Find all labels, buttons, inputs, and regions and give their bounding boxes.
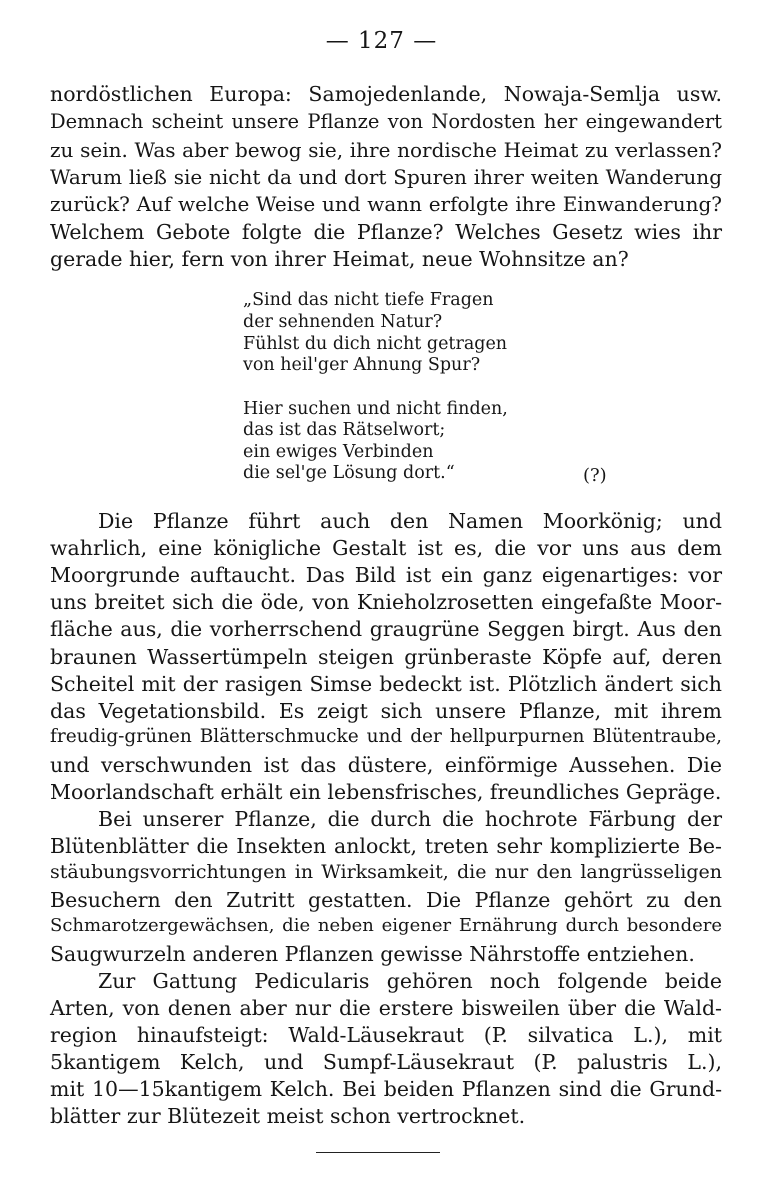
text-line: zu sein. Was aber bewog sie, ihre nordische Heimat zu verlassen? — [50, 138, 722, 162]
page-number: — 127 — — [325, 28, 438, 54]
text-line: Besuchern den Zutritt gestatten. Die Pflanze gehört zu den — [50, 888, 722, 912]
text-line: Welchem Gebote folgte die Pflanze? Welches Gesetz wies ihr — [50, 220, 722, 244]
text-line: braunen Wassertümpeln steigen grünberaste Köpfe auf, deren — [50, 645, 722, 669]
text-line: region hinaufsteigt: Wald-Läusekraut (P. silvatica L.), mit — [50, 1023, 722, 1047]
text-line: zurück? Auf welche Weise und wann erfolgte ihre Einwanderung? — [50, 192, 722, 216]
text-line: Scheitel mit der rasigen Simse bedeckt ist. Plötzlich ändert sich — [50, 672, 722, 696]
text-line: das Vegetationsbild. Es zeigt sich unsere Pflanze, mit ihrem — [50, 699, 722, 723]
verse-line: Hier suchen und nicht finden, — [243, 399, 508, 419]
text-line: Moorlandschaft erhält ein lebensfrisches, freundliches Gepräge. — [50, 780, 722, 804]
text-line: Demnach scheint unsere Pflanze von Nordosten her eingewandert — [50, 110, 722, 133]
verse-line: der sehnenden Natur? — [243, 312, 443, 332]
text-line: blätter zur Blütezeit meist schon vertrocknet. — [50, 1104, 526, 1128]
text-line: uns breitet sich die öde, von Knieholzrosetten eingefaßte Moor- — [50, 590, 722, 614]
verse-line: von heil'ger Ahnung Spur? — [243, 355, 481, 375]
text-line: gerade hier, fern von ihrer Heimat, neue Wohnsitze an? — [50, 247, 629, 271]
text-line: Moorgrunde auftaucht. Das Bild ist ein ganz eigenartiges: vor — [50, 563, 722, 587]
text-line: Warum ließ sie nicht da und dort Spuren ihrer weiten Wanderung — [50, 165, 722, 189]
verse-line: die sel'ge Lösung dort.“ — [243, 463, 455, 483]
text-line: fläche aus, die vorherrschend graugrüne Seggen birgt. Aus den — [50, 617, 722, 641]
text-line: Arten, von denen aber nur die erstere bisweilen über die Wald- — [50, 996, 722, 1020]
text-line: freudig-grünen Blätterschmucke und der hellpurpurnen Blütentraube, — [50, 726, 722, 747]
verse-line: ein ewiges Verbinden — [243, 442, 434, 462]
verse-line: Fühlst du dich nicht getragen — [243, 334, 508, 354]
text-line: und verschwunden ist das düstere, einförmige Aussehen. Die — [50, 753, 722, 777]
text-line: nordöstlichen Europa: Samojedenlande, Nowaja-Semlja usw. — [50, 82, 722, 106]
verse-line: „Sind das nicht tiefe Fragen — [243, 290, 494, 310]
text-line: stäubungsvorrichtungen in Wirksamkeit, die nur den langrüsseligen — [50, 861, 722, 883]
text-line: Blütenblätter die Insekten anlockt, treten sehr komplizierte Be- — [50, 834, 722, 858]
text-line: mit 10—15kantigem Kelch. Bei beiden Pflanzen sind die Grund- — [50, 1077, 722, 1101]
text-line: Zur Gattung Pedicularis gehören noch folgende beide — [98, 969, 722, 993]
text-line: wahrlich, eine königliche Gestalt ist es, die vor uns aus dem — [50, 536, 722, 560]
text-line: Die Pflanze führt auch den Namen Moorkönig; und — [98, 509, 722, 533]
verse-line: das ist das Rätselwort; — [243, 420, 446, 440]
verse-marker: (?) — [583, 465, 607, 486]
text-line: Schmarotzergewächsen, die neben eigener Ernährung durch besondere — [50, 915, 722, 936]
text-line: Bei unserer Pflanze, die durch die hochrote Färbung der — [98, 807, 722, 831]
text-line: 5kantigem Kelch, und Sumpf-Läusekraut (P. palustris L.), — [50, 1050, 722, 1074]
footer-rule — [316, 1152, 440, 1153]
text-line: Saugwurzeln anderen Pflanzen gewisse Nährstoffe entziehen. — [50, 942, 695, 966]
